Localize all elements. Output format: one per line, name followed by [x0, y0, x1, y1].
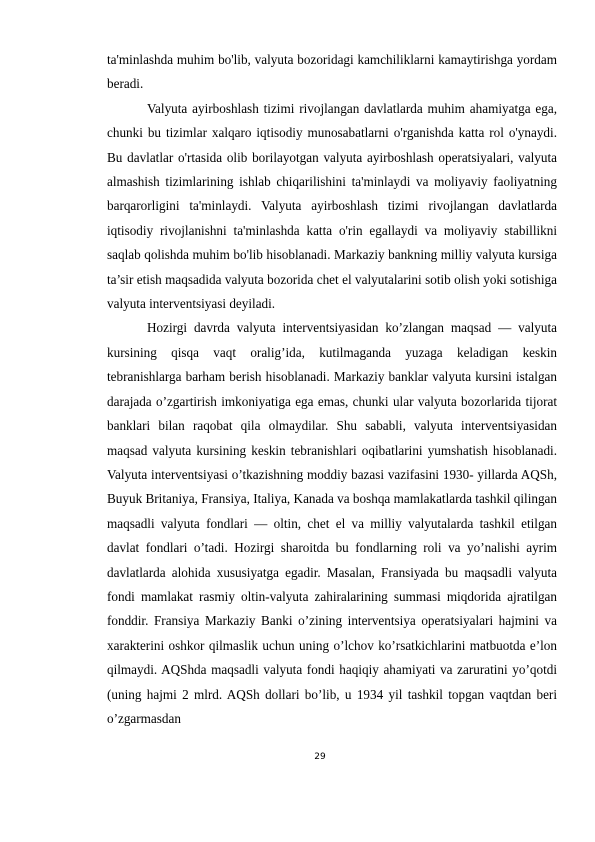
document-page [107, 48, 557, 731]
paragraph-exchange-system: Valyuta ayirboshlash tizimi rivojlangan davlatlarda muhim ahamiyatga ega, chunki bu tizimlar xalqaro iqtisodiy munosabatlarni o'rganishda katta rol o'ynaydi. Bu davlatlar o'rtasida olib borilayotgan valyuta ayirboshlash operatsiyalari, valyuta almashish tizimlarining ishlab chiqarilishini ta'minlaydi va moliyaviy faoliyatning barqarorligini ta'minlaydi. Valyuta ayirboshlash tizimi rivojlangan davlatlarda iqtisodiy rivojlanishni ta'minlashda katta o'rin egallaydi va moliyaviy stabillikni saqlab qolishda muhim bo'lib hisoblanadi. Markaziy bankning milliy valyuta kursiga ta’sir etish maqsadida valyuta bozorida chet el valyutalarini sotib olish yoki sotishiga valyuta interventsiyasi deyiladi. [107, 100, 557, 312]
paragraph-continuation: ta'minlashda muhim bo'lib, valyuta bozoridagi kamchiliklarni kamaytirishga yordam beradi. [107, 52, 557, 92]
page-number: 29 [314, 752, 326, 762]
paragraph-currency-intervention: Hozirgi davrda valyuta interventsiyasidan ko’zlangan maqsad — valyuta kursining qisqa vaqt oralig’ida, kutilmaganda yuzaga keladigan keskin tebranishlarga barham berish hisoblanadi. Markaziy banklar valyuta kursini istalgan darajada o’zgartirish imkoniyatiga ega emas, chunki ular valyuta bozorlarida tijorat banklari bilan raqobat qila olmaydilar. Shu sababli, valyuta interventsiyasidan maqsad valyuta kursining keskin tebranishlari oqibatlarini yumshatish hisoblanadi. Valyuta interventsiyasi o’tkazishning moddiy bazasi vazifasini 1930- yillarda AQSh, Buyuk Britaniya, Fransiya, Italiya, Kanada va boshqa mamlakatlarda tashkil qilingan maqsadli valyuta fondlari — oltin, chet el va milliy valyutalarda tashkil etilgan davlat fondlari o’tadi. Hozirgi sharoitda bu fondlarning roli va yo’nalishi ayrim davlatlarda alohida xususiyatga egadir. Masalan, Fransiyada bu maqsadli valyuta fondi mamlakat rasmiy oltin-valyuta zahiralarining summasi miqdorida ajratilgan fonddir. Fransiya Markaziy Banki o’zining interventsiya operatsiyalari hajmini va xarakterini oshkor qilmaslik uchun uning o’lchov ko’rsatkichlarini matbuotda e’lon qilmaydi. AQShda maqsadli valyuta fondi haqiqiy ahamiyati va zaruratini yo’qotdi (uning hajmi 2 mlrd. AQSh dollari bo’lib, u 1934 yil tashkil topgan vaqtdan beri o’zgarmasdan [107, 320, 557, 726]
